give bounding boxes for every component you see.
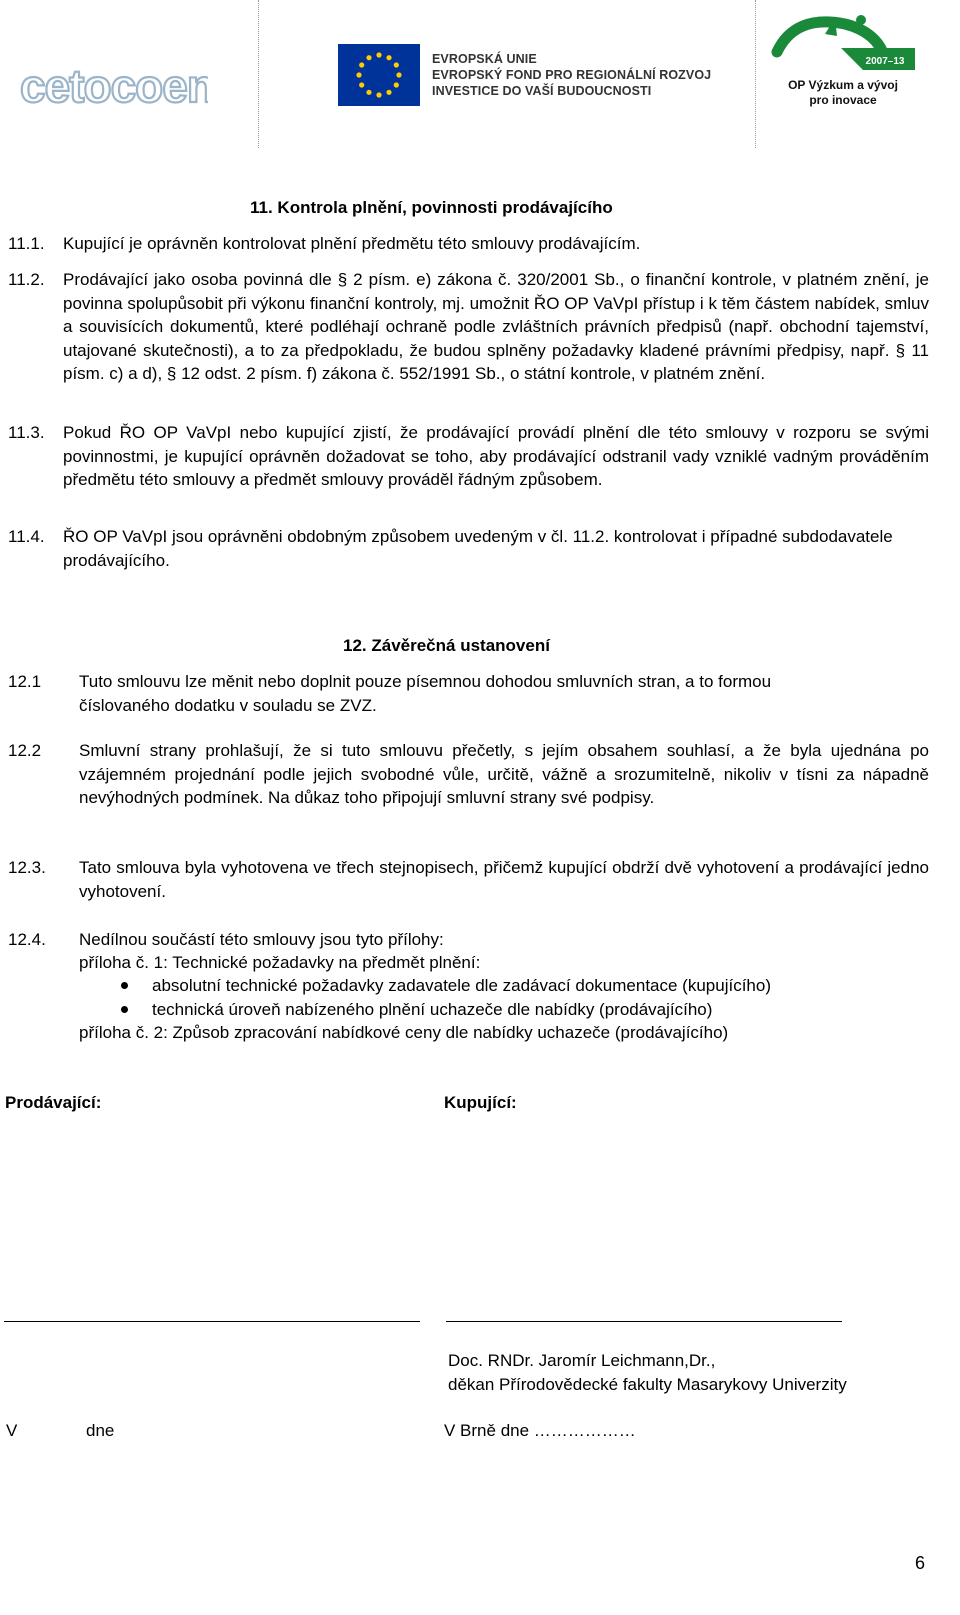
para-11-3-number: 11.3. (8, 423, 45, 442)
header-divider-2 (755, 0, 756, 148)
para-12-2-number: 12.2 (8, 741, 42, 760)
eu-line-3: INVESTICE DO VAŠÍ BUDOUCNOSTI (432, 84, 652, 98)
buyer-label: Kupující: (444, 1093, 517, 1112)
para-12-3-number: 12.3. (8, 858, 46, 877)
header-divider (258, 0, 259, 148)
eu-line-1: EVROPSKÁ UNIE (432, 52, 537, 66)
op-vavpi-logo (765, 14, 925, 129)
buyer-title: děkan Přírodovědecké fakulty Masarykovy Univerzity (448, 1375, 847, 1394)
buyer-name: Doc. RNDr. Jaromír Leichmann,Dr., (448, 1351, 716, 1370)
eu-star-icon (386, 90, 391, 95)
seller-place-dne: dne (86, 1421, 115, 1440)
para-12-1-number: 12.1 (8, 672, 42, 691)
attachment-1-bullet-1: absolutní technické požadavky zadavatele dle zadávací dokumentace (kupujícího) (152, 976, 771, 995)
eu-text (432, 51, 711, 99)
para-11-4: ŘO OP VaVpI jsou oprávněni obdobným způsobem uvedeným v čl. 11.2. kontrolovat i případné subdodavatele prodávajícího. (63, 527, 893, 570)
cetocoen-logo (18, 58, 208, 114)
attachment-2: příloha č. 2: Způsob zpracování nabídkové ceny dle nabídky uchazeče (prodávajícího) (79, 1023, 729, 1042)
eu-star-icon (394, 62, 399, 67)
para-12-2: Smluvní strany prohlašují, že si tuto smlouvu přečetly, s jejím obsahem souhlasí, a že byla ujednána po vzájemném projednání podle jejich svobodné vůle, určitě, vážně a srozumitelně, nikoliv v tísni za nápadně nevýhodných podmínek. Na důkaz toho připojují smluvní strany své podpisy. (79, 741, 929, 807)
para-12-1: Tuto smlouvu lze měnit nebo doplnit pouze písemnou dohodou smluvních stran, a to formou číslovaného dodatku v souladu se ZVZ. (79, 672, 772, 715)
para-11-1: Kupující je oprávněn kontrolovat plnění předmětu této smlouvy prodávajícím. (63, 234, 641, 253)
cetocoen-logo-text: cetocoen (20, 60, 208, 112)
eu-star-icon (366, 90, 371, 95)
para-11-3: Pokud ŘO OP VaVpI nebo kupující zjistí, že prodávající provádí plnění dle této smlouvy v rozporu se svými povinnostmi, je kupující oprávněn dožadovat se toho, aby prodávající odstranil vady vzniklé vadným prováděním předmětu této smlouvy a předmět smlouvy prováděl řádným způsobem. (63, 423, 929, 489)
seller-label: Prodávající: (5, 1093, 102, 1112)
eu-star-icon (376, 92, 381, 97)
section-12-title: 12. Závěrečná ustanovení (343, 636, 550, 655)
buyer-signature-line (446, 1321, 842, 1322)
eu-flag-icon (338, 44, 420, 106)
attachment-1: příloha č. 1: Technické požadavky na předmět plnění: (79, 953, 481, 972)
seller-place-v: V (6, 1421, 18, 1440)
eu-line-2: EVROPSKÝ FOND PRO REGIONÁLNÍ ROZVOJ (432, 68, 712, 82)
eu-star-icon (376, 52, 381, 57)
attachment-1-bullet-2: technická úroveň nabízeného plnění uchazeče dle nabídky (prodávajícího) (152, 1000, 713, 1019)
op-text (788, 78, 898, 108)
seller-signature-line (4, 1321, 420, 1322)
eu-star-icon (356, 72, 361, 77)
buyer-place-date: V Brně dne ……………… (444, 1421, 636, 1440)
para-11-2-number: 11.2. (8, 270, 45, 289)
eu-star-icon (396, 72, 401, 77)
op-line-2: pro inovace (809, 93, 877, 107)
bullet-icon (121, 982, 128, 989)
op-badge-text: 2007–13 (865, 56, 905, 67)
para-12-4-number: 12.4. (8, 930, 46, 949)
section-11-title: 11. Kontrola plnění, povinnosti prodávajícího (250, 198, 613, 217)
op-line-1: OP Výzkum a vývoj (788, 78, 898, 92)
eu-star-icon (359, 62, 364, 67)
bullet-icon (121, 1006, 128, 1013)
page-number: 6 (915, 1553, 926, 1573)
para-11-2: Prodávající jako osoba povinná dle § 2 písm. e) zákona č. 320/2001 Sb., o finanční kontrole, v platném znění, je povinna spolupůsobit při výkonu finanční kontroly, mj. umožnit ŘO OP VaVpI přístup i k těm částem nabídek, smluv a souvisících dokumentů, které podléhají ochraně podle zvláštních právních předpisů (např. obchodní tajemství, utajované skutečnosti), a to za předpokladu, že budou splněny požadavky kladené právními předpisy, např. § 11 písm. c) a d), § 12 odst. 2 písm. f) zákona č. 552/1991 Sb., o státní kontrole, v platném znění. (63, 270, 929, 383)
eu-star-icon (394, 82, 399, 87)
para-12-4-intro: Nedílnou součástí této smlouvy jsou tyto přílohy: (79, 930, 444, 949)
para-11-4-number: 11.4. (8, 527, 45, 546)
eu-star-icon (366, 55, 371, 60)
eu-star-icon (386, 55, 391, 60)
eu-star-icon (359, 82, 364, 87)
para-12-3: Tato smlouva byla vyhotovena ve třech stejnopisech, přičemž kupující obdrží dvě vyhotovení a prodávající jedno vyhotovení. (79, 858, 929, 901)
para-11-1-number: 11.1. (8, 234, 45, 253)
